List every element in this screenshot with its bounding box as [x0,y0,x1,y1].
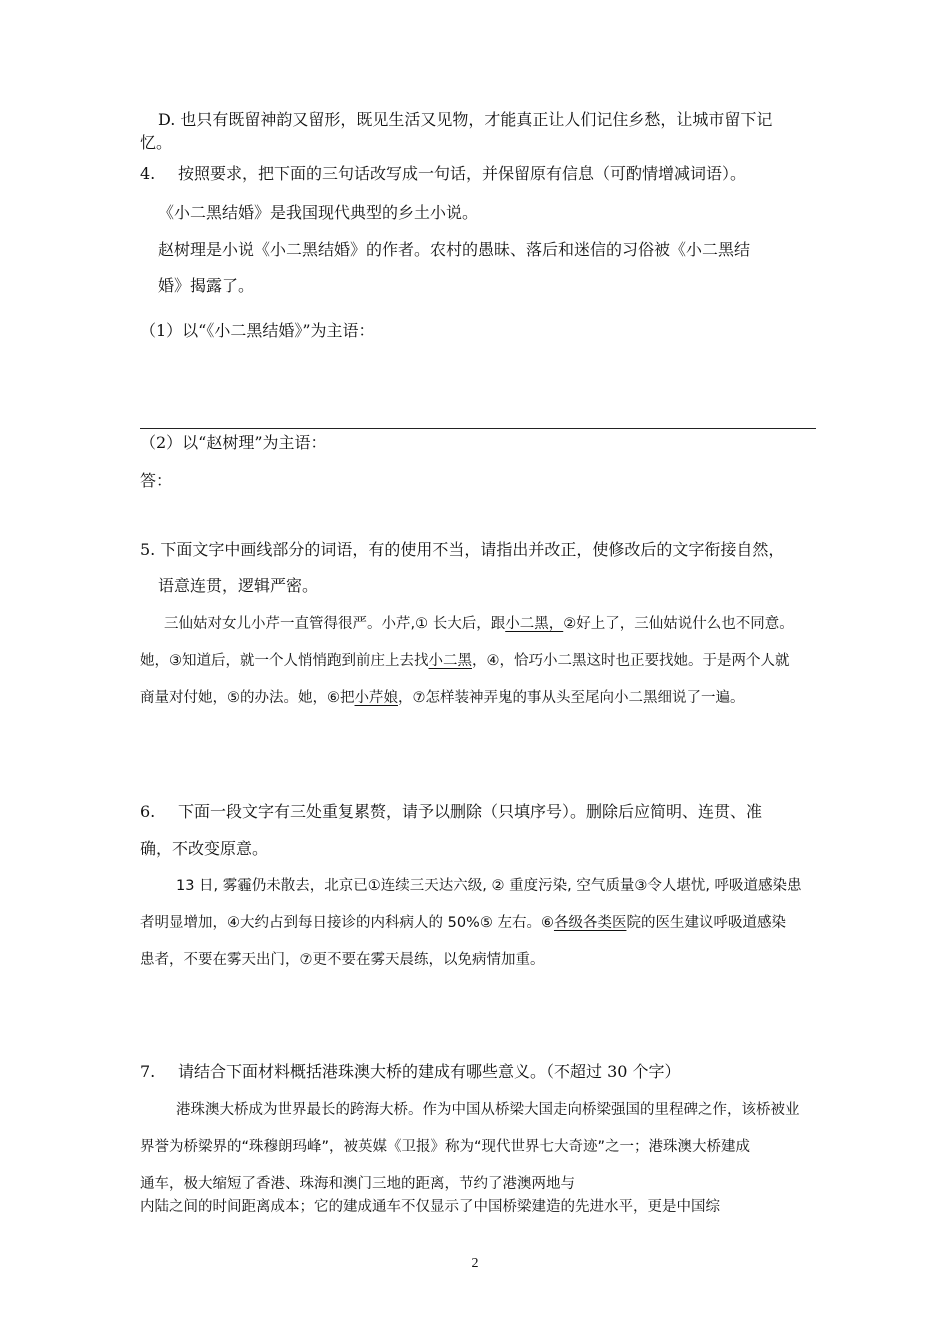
q3-option-d-line1: D. 也只有既留神韵又留形，既见生活又见物，才能真正让人们记住乡愁，让城市留下记 [158,110,773,129]
q6-prompt-line2: 确，不改变原意。 [140,839,269,858]
answer-line [140,428,816,429]
q7-passage-line3: 通车，极大缩短了香港、珠海和澳门三地的距离，节约了港澳两地与 [140,1176,575,1192]
q4-number: 4. [140,164,156,183]
q6-prompt-line1: 下面一段文字有三处重复累赘，请予以删除（只填序号）。删除后应简明、连贯、准 [178,802,763,821]
q4-prompt: 按照要求，把下面的三句话改写成一句话，并保留原有信息（可酌情增减词语）。 [178,164,747,183]
q7-passage-line2: 界誉为桥梁界的“珠穆朗玛峰”，被英媒《卫报》称为“现代世界七大奇迹”之一；港珠澳大桥建成 [140,1139,751,1155]
q5-passage-text: ，④，恰巧小二黑这时也正要找她。于是两个人就 [472,653,790,669]
q7-passage-line4: 内陆之间的时间距离成本；它的建成通车不仅显示了中国桥梁建造的先进水平，更是中国综 [140,1199,720,1215]
q7-passage-line1: 港珠澳大桥成为世界最长的跨海大桥。作为中国从桥梁大国走向桥梁强国的里程碑之作，该桥被业 [176,1102,800,1118]
q5-passage-line3 [140,686,745,710]
q6-underlined-word: 各级各类医 [553,915,627,931]
q5-passage-text: 她，③知道后，就一个人悄悄跑到前庄上去找 [140,653,429,669]
q5-prompt-line2: 语意连贯，逻辑严密。 [158,576,319,595]
q5-passage-text: ，⑦怎样装神弄鬼的事从头至尾向小二黑细说了一遍。 [398,690,745,706]
q5-passage-text: 三仙姑对女儿小芹一直管得很严。小芹,① 长大后，跟 [164,616,506,632]
q4-answer-label: 答： [140,471,173,490]
q3-option-d-line2: 忆。 [140,133,173,152]
q4-sentence-2-line1: 赵树理是小说《小二黑结婚》的作者。农村的愚昧、落后和迷信的习俗被《小二黑结 [158,240,751,259]
q5-underlined-word: 小二黑， [505,616,564,632]
q5-passage-text: 商量对付她，⑤的办法。她，⑥把 [140,690,355,706]
q5-passage-line2 [140,649,790,673]
q5-prompt-line1: 5. 下面文字中画线部分的词语，有的使用不当，请指出并改正，使修改后的文字衔接自然， [140,540,785,559]
q6-passage-line3: 患者，不要在雾天出门，⑦更不要在雾天晨练，以免病情加重。 [140,952,545,968]
q6-passage-line2 [140,911,786,935]
q4-subquestion-2: （2）以“赵树理”为主语： [140,433,327,452]
q5-passage-line1 [164,612,794,636]
q5-underlined-word: 小芹娘 [354,690,398,706]
q7-number: 7. [140,1062,156,1081]
page-number: 2 [471,1256,479,1271]
q4-sentence-1: 《小二黑结婚》是我国现代典型的乡土小说。 [158,203,479,222]
q4-subquestion-1: （1）以“《小二黑结婚》”为主语： [140,321,375,340]
q6-passage-text: 者明显增加，④大约占到每日接诊的内科病人的 50%⑤ 左右。⑥ [140,915,554,931]
q5-underlined-word: 小二黑 [428,653,472,669]
q6-number: 6. [140,802,156,821]
q5-passage-text: ②好上了，三仙姑说什么也不同意。 [563,616,794,632]
q6-passage-line1: 13 日, 雾霾仍未散去，北京已①连续三天达六级, ② 重度污染, 空气质量③令人堪忧, 呼吸道感染患 [176,878,802,894]
q7-prompt: 请结合下面材料概括港珠澳大桥的建成有哪些意义。（不超过 30 个字） [178,1062,681,1081]
q4-sentence-2-line2: 婚》揭露了。 [158,276,255,295]
q6-passage-text: 院的医生建议呼吸道感染 [626,915,786,931]
